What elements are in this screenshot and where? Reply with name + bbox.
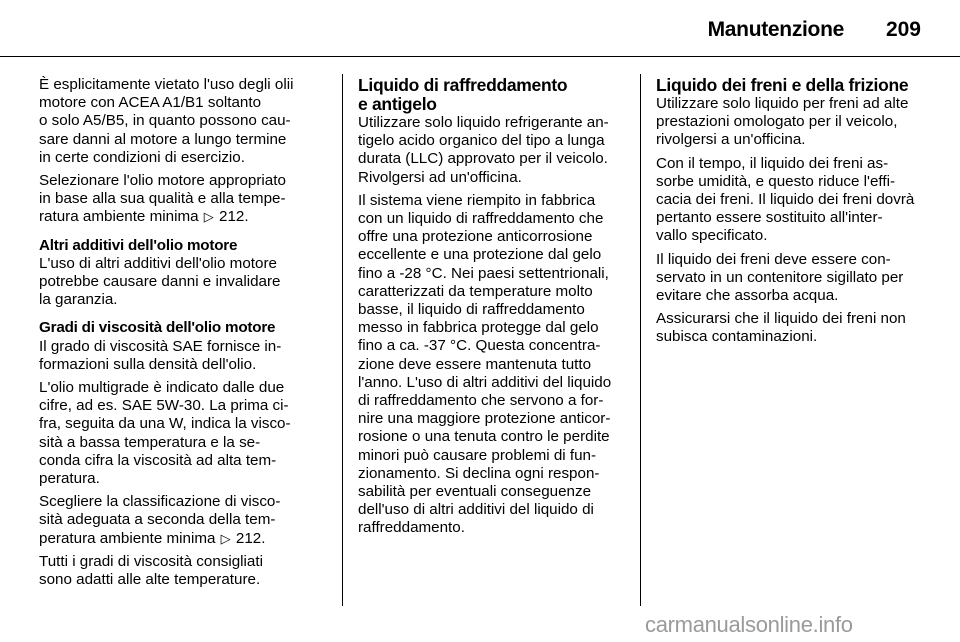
- paragraph-oil-selection: [39, 172, 329, 227]
- text-line: vallo specificato.: [656, 227, 768, 245]
- paragraph-brake-fluid-storage: [656, 251, 926, 306]
- paragraph-multigrade: [39, 379, 329, 488]
- text-line: L'olio multigrade è indicato dalle due: [39, 379, 285, 397]
- text-line: minori può causare problemi di fun-: [358, 446, 597, 464]
- text-line: Utilizzare solo liquido refrigerante an-: [358, 114, 609, 131]
- paragraph-viscosity-choice: [39, 493, 329, 548]
- text-line: o solo A5/B5, in quanto possono cau-: [39, 112, 291, 130]
- text-line: Tutti i gradi di viscosità consigliati: [39, 552, 263, 570]
- text-line: messo in fabbrica protegge dal gelo: [358, 319, 599, 337]
- text-line: peratura.: [39, 470, 100, 488]
- heading-line: Liquido di raffreddamento: [358, 75, 568, 95]
- cross-reference-icon: ▷: [220, 530, 231, 546]
- column-3: [656, 76, 926, 352]
- column-1: [39, 76, 329, 594]
- text-line: sabilità per eventuali conseguenze: [358, 483, 592, 501]
- text-line: sità a bassa temperatura e la se-: [39, 433, 261, 451]
- paragraph-coolant-factory: [358, 192, 628, 538]
- text-line: zionamento. Si declina ogni respon-: [358, 464, 600, 482]
- text-line: durata (LLC) approvato per il veicolo.: [358, 150, 608, 168]
- subheading-additives: Altri additivi dell'olio motore: [39, 236, 238, 254]
- text-line: di raffreddamento che servono a for-: [358, 392, 604, 410]
- paragraph-brake-fluid-moisture: [656, 155, 926, 246]
- text-line: in certe condizioni di esercizio.: [39, 148, 245, 166]
- paragraph-brake-fluid-contamination: [656, 310, 926, 346]
- text-line: Rivolgersi ad un'officina.: [358, 168, 522, 186]
- text-line: zione deve essere mantenuta tutto: [358, 355, 592, 373]
- text-line: basse, il liquido di raffreddamento: [358, 301, 585, 319]
- text-line: cifre, ad es. SAE 5W-30. La prima ci-: [39, 397, 289, 415]
- text-line: formazioni sulla densità dell'olio.: [39, 355, 257, 373]
- section-heading-brake-fluid: Liquido dei freni e della frizione: [656, 75, 909, 95]
- text-line: sare danni al motore a lungo termine: [39, 130, 287, 148]
- page-header: [0, 0, 960, 56]
- section-heading-coolant: [358, 76, 628, 114]
- text-line: Utilizzare solo liquido per freni ad alte: [656, 95, 909, 112]
- text-line: È esplicitamente vietato l'uso degli olii: [39, 76, 294, 93]
- paragraph-brake-fluid-type: [656, 95, 926, 150]
- text-line: rivolgersi a un'officina.: [656, 131, 806, 149]
- text-line: tigelo acido organico del tipo a lunga: [358, 132, 605, 150]
- column-divider-2: [640, 74, 641, 606]
- text-line: Con il tempo, il liquido dei freni as-: [656, 154, 889, 172]
- text-line: conda cifra la viscosità ad alta tem-: [39, 451, 277, 469]
- watermark: carmanualsonline.info: [645, 612, 853, 637]
- text-line: [39, 530, 329, 548]
- text-line: Il liquido dei freni deve essere con-: [656, 250, 891, 268]
- text-line: raffreddamento.: [358, 519, 465, 537]
- text-fragment: ratura ambiente minima: [39, 208, 199, 226]
- text-line: servato in un contenitore sigillato per: [656, 268, 904, 286]
- paragraph-additives: [39, 255, 329, 310]
- text-line: Scegliere la classificazione di visco-: [39, 493, 281, 511]
- paragraph-acea-warning: [39, 76, 329, 167]
- text-line: prestazioni omologato per il veicolo,: [656, 113, 898, 131]
- cross-reference-icon: ▷: [203, 209, 214, 225]
- text-line: Il sistema viene riempito in fabbrica: [358, 191, 596, 209]
- heading-line: e antigelo: [358, 94, 437, 114]
- text-line: l'anno. L'uso di altri additivi del liquido: [358, 373, 612, 391]
- page-reference[interactable]: 212.: [219, 208, 249, 226]
- text-line: eccellente e una protezione dal gelo: [358, 246, 602, 264]
- subheading-viscosity: Gradi di viscosità dell'olio motore: [39, 319, 276, 337]
- text-line: fino a -28 °C. Nei paesi settentrionali,: [358, 264, 609, 282]
- text-line: offre una protezione anticorrosione: [358, 228, 593, 246]
- text-line: sorbe umidità, e questo riduce l'effi-: [656, 172, 895, 190]
- text-line: [39, 208, 329, 226]
- paragraph-coolant-type: [358, 114, 628, 187]
- text-line: dell'uso di altri additivi del liquido di: [358, 501, 594, 519]
- text-line: fra, seguita da una W, indica la visco-: [39, 415, 291, 433]
- text-line: L'uso di altri additivi dell'olio motore: [39, 254, 277, 272]
- text-line: sità adeguata a seconda della tem-: [39, 511, 276, 529]
- text-line: evitare che assorba acqua.: [656, 287, 839, 305]
- page-title: Manutenzione: [707, 18, 844, 41]
- text-line: caratterizzati da temperature molto: [358, 282, 593, 300]
- text-line: rosione o una tenuta contro le perdite: [358, 428, 610, 446]
- text-line: fino a ca. -37 °C. Questa concentra-: [358, 337, 601, 355]
- text-line: la garanzia.: [39, 291, 118, 309]
- text-line: Il grado di viscosità SAE fornisce in-: [39, 337, 282, 355]
- column-2: [358, 76, 628, 543]
- header-rule: [0, 56, 960, 57]
- text-line: con un liquido di raffreddamento che: [358, 210, 604, 228]
- text-line: Assicurarsi che il liquido dei freni non: [656, 310, 906, 328]
- text-line: sono adatti alle alte temperature.: [39, 571, 261, 589]
- text-line: subisca contaminazioni.: [656, 328, 818, 346]
- paragraph-viscosity-sae: [39, 338, 329, 374]
- text-line: Selezionare l'olio motore appropriato: [39, 172, 286, 190]
- text-line: potrebbe causare danni e invalidare: [39, 273, 281, 291]
- text-line: pertanto essere sostituito all'inter-: [656, 209, 883, 227]
- text-line: in base alla sua qualità e alla tempe-: [39, 190, 286, 208]
- page-reference[interactable]: 212.: [235, 529, 266, 547]
- text-line: cacia dei freni. Il liquido dei freni dovrà: [656, 191, 915, 209]
- page-number: 209: [885, 18, 921, 41]
- text-fragment: peratura ambiente minima: [39, 529, 216, 547]
- paragraph-high-temp: [39, 553, 329, 589]
- text-line: motore con ACEA A1/B1 soltanto: [39, 94, 262, 112]
- column-divider-1: [342, 74, 343, 606]
- text-line: nire una maggiore protezione anticor-: [358, 410, 611, 428]
